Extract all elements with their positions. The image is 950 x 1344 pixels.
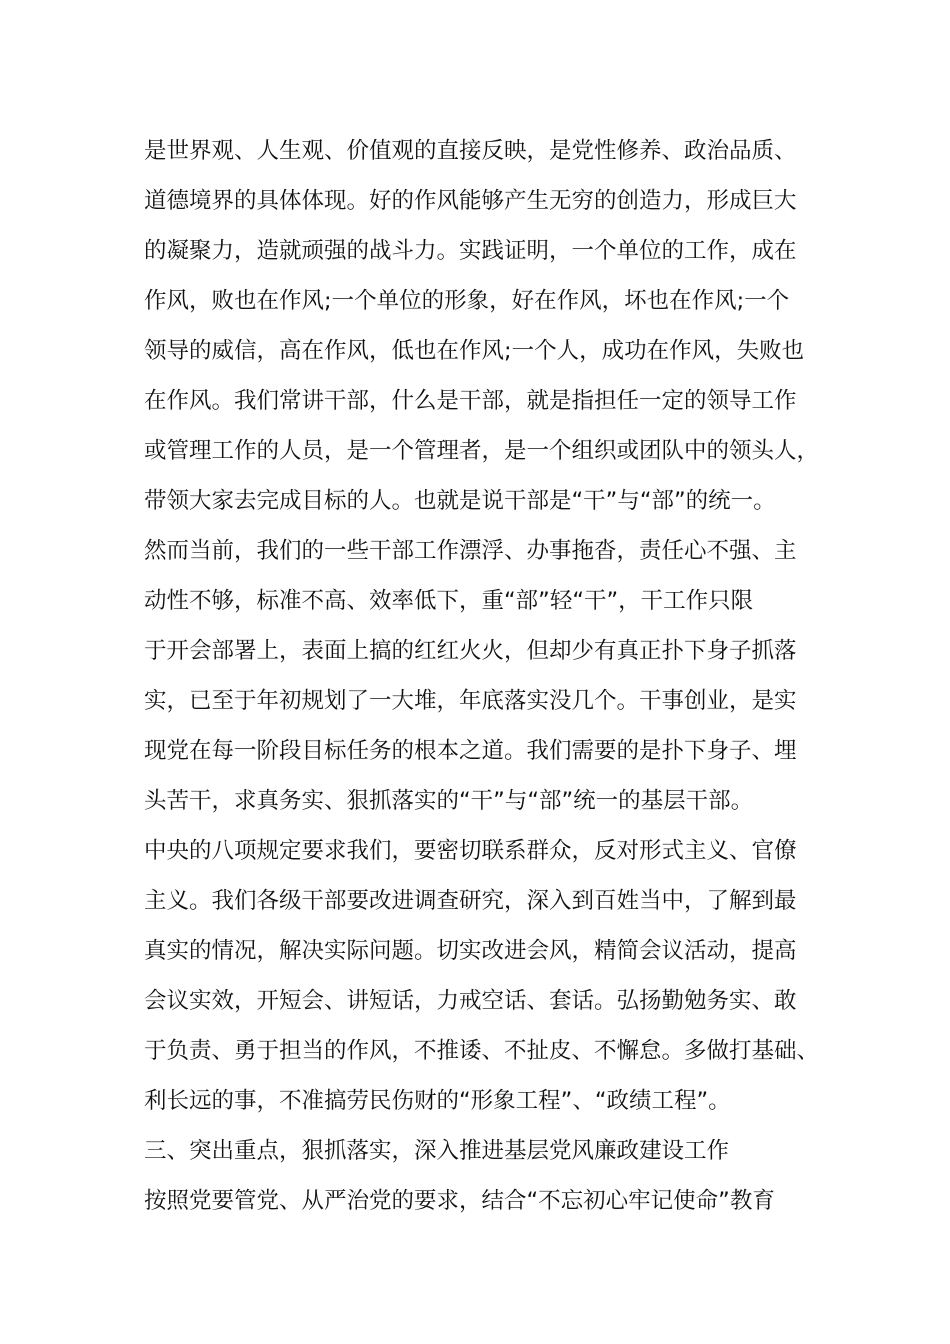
text-line: 是世界观、人生观、价值观的直接反映，是党性修养、政治品质、: [144, 138, 797, 164]
text-line: 带领大家去完成目标的人。也就是说干部是“干”与“部”的统一。: [144, 488, 776, 514]
text-line: 或管理工作的人员，是一个管理者，是一个组织或团队中的领头人，: [144, 438, 820, 464]
text-line: 道德境界的具体体现。好的作风能够产生无穷的创造力，形成巨大: [144, 188, 797, 214]
text-line: 在作风。我们常讲干部，什么是干部，就是指担任一定的领导工作: [144, 388, 797, 414]
text-line: 于负责、勇于担当的作风，不推诿、不扯皮、不懈怠。多做打基础、: [144, 1038, 820, 1064]
text-line: 于开会部署上，表面上搞的红红火火，但却少有真正扑下身子抓落: [144, 638, 797, 664]
text-line: 然而当前，我们的一些干部工作漂浮、办事拖沓，责任心不强、主: [144, 538, 797, 564]
text-line: 现党在每一阶段目标任务的根本之道。我们需要的是扑下身子、埋: [144, 738, 797, 764]
text-line: 主义。我们各级干部要改进调查研究，深入到百姓当中，了解到最: [144, 888, 797, 914]
text-line: 按照党要管党、从严治党的要求，结合“不忘初心牢记使命”教育: [144, 1188, 775, 1214]
text-line: 利长远的事，不准搞劳民伤财的“形象工程”、“政绩工程”。: [144, 1088, 731, 1114]
text-line: 中央的八项规定要求我们，要密切联系群众，反对形式主义、官僚: [144, 838, 797, 864]
body-text: [144, 126, 834, 1226]
text-line: 的凝聚力，造就顽强的战斗力。实践证明，一个单位的工作，成在: [144, 238, 797, 264]
text-line: 真实的情况，解决实际问题。切实改进会风，精简会议活动，提高: [144, 938, 797, 964]
text-line: 头苦干，求真务实、狠抓落实的“干”与“部”统一的基层干部。: [144, 788, 754, 814]
text-line: 动性不够，标准不高、效率低下，重“部”轻“干”，干工作只限: [144, 588, 754, 614]
text-line: 会议实效，开短会、讲短话，力戒空话、套话。弘扬勤勉务实、敢: [144, 988, 797, 1014]
text-line: 实，已至于年初规划了一大堆，年底落实没几个。干事创业，是实: [144, 688, 797, 714]
text-line: 作风，败也在作风;一个单位的形象，好在作风，坏也在作风;一个: [144, 288, 790, 314]
text-line: 领导的威信，高在作风，低也在作风;一个人，成功在作风，失败也: [144, 338, 805, 364]
section-heading: 三、突出重点，狠抓落实，深入推进基层党风廉政建设工作: [144, 1138, 730, 1164]
